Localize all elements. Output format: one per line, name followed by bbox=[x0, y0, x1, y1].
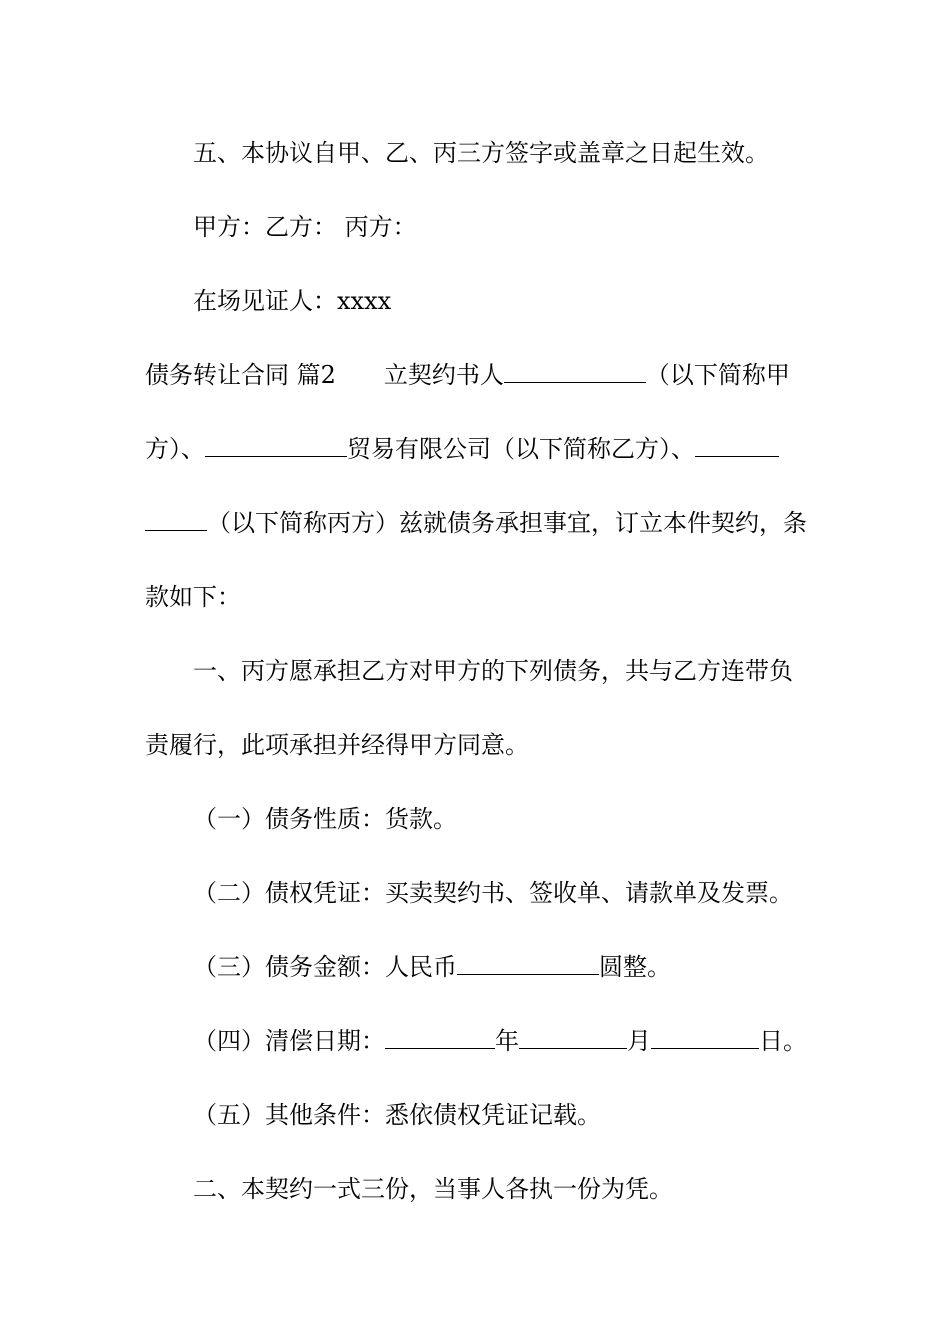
day-label: 日。 bbox=[759, 1027, 807, 1055]
month-label: 月 bbox=[627, 1027, 651, 1055]
parties-signature-line bbox=[193, 212, 805, 242]
party-c-blank-end bbox=[145, 510, 207, 531]
clause-one-line-a bbox=[193, 656, 805, 686]
party-b-company-text: 贸易有限公司（以下简称乙方）、 bbox=[347, 435, 695, 463]
party-c-clause-text: （以下简称丙方）兹就债务承担事宜，订立本件契约，条 bbox=[207, 509, 807, 537]
item-two-text: （二）债权凭证：买卖契约书、签收单、请款单及发票。 bbox=[193, 879, 793, 907]
year-blank bbox=[385, 1028, 495, 1049]
parties-signature-text: 甲方：乙方： 丙方： bbox=[193, 213, 417, 241]
contract-title: 债务转让合同 篇2 bbox=[145, 361, 336, 389]
party-a-abbrev-start: （以下简称甲 bbox=[645, 361, 790, 389]
clause-five-line bbox=[193, 138, 805, 168]
item-five-line bbox=[193, 1100, 805, 1130]
terms-intro-text: 款如下： bbox=[145, 583, 241, 611]
clause-five-text: 五、本协议自甲、乙、丙三方签字或盖章之日起生效。 bbox=[193, 139, 769, 167]
party-c-blank-start bbox=[695, 436, 779, 457]
month-blank bbox=[519, 1028, 627, 1049]
item-three-suffix: 圆整。 bbox=[599, 953, 671, 981]
clause-two-text: 二、本契约一式三份，当事人各执一份为凭。 bbox=[193, 1175, 673, 1203]
party-b-name-blank bbox=[205, 436, 347, 457]
item-two-line bbox=[193, 878, 805, 908]
clause-one-line-b bbox=[145, 730, 805, 760]
item-four-line bbox=[193, 1026, 805, 1056]
item-four-label: （四）清偿日期： bbox=[193, 1027, 385, 1055]
day-blank bbox=[651, 1028, 759, 1049]
party-a-blank bbox=[504, 362, 646, 383]
party-a-abbrev-end: 方）、 bbox=[145, 435, 205, 463]
item-one-text: （一）债务性质：货款。 bbox=[193, 805, 457, 833]
witness-line bbox=[193, 286, 805, 316]
item-three-label: （三）债务金额：人民币 bbox=[193, 953, 457, 981]
clause-one-text-b: 责履行，此项承担并经得甲方同意。 bbox=[145, 731, 529, 759]
item-three-line bbox=[193, 952, 805, 982]
item-one-line bbox=[193, 804, 805, 834]
contractor-label: 立契约书人 bbox=[383, 361, 504, 389]
clause-one-text-a: 一、丙方愿承担乙方对甲方的下列债务，共与乙方连带负 bbox=[193, 657, 793, 685]
party-c-line bbox=[145, 508, 805, 538]
witness-text: 在场见证人：xxxx bbox=[193, 287, 392, 315]
contract-header-line bbox=[145, 360, 805, 390]
clause-two-line bbox=[193, 1174, 805, 1204]
party-b-line bbox=[145, 434, 805, 464]
year-label: 年 bbox=[495, 1027, 519, 1055]
item-five-text: （五）其他条件：悉依债权凭证记载。 bbox=[193, 1101, 601, 1129]
terms-intro-line bbox=[145, 582, 805, 612]
amount-blank bbox=[457, 954, 599, 975]
